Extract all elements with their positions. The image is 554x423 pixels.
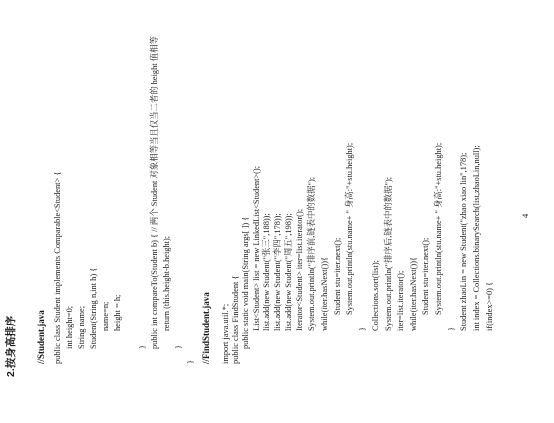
code-line: Student stu=iter.next(); [421,237,430,315]
code-line: int height=0; [65,305,74,349]
code-line: import java.util.*; [221,303,230,364]
code-line: List<Student> list = new LinkedList<Student>(); [252,165,261,331]
code-line: public int compareTo(Student b) { // 两个 Student 对象相等当且仅当二者的 height 值相等 [150,36,159,349]
code-line: Iterator<Student> iter=list.iterator(); [295,208,304,331]
code-line: while(iter.hasNext()){ [409,256,418,331]
code-line: return (this.height-b.height); [162,235,171,331]
code-line: } [186,359,195,364]
code-line: System.out.println("排序前,链表中的数据"); [307,176,316,331]
code-line: list.add(new Student("张三",188)); [262,213,271,331]
code-line: Collections.sort(list); [371,260,380,331]
code-line: } [358,326,367,331]
code-line: iter=list.iterator(); [396,270,405,331]
code-line: int index = Collections.binarySearch(list,zhaoLin,null); [472,145,481,331]
findstudent-file-label: //FindStudent.java [201,292,211,364]
code-line: System.out.println("排序后,链表中的数据"); [384,176,393,331]
code-line: public class Student implements Comparable<Student> { [53,171,62,364]
code-line: public static void main(String args[ ]) { [241,216,250,349]
code-line: } [174,344,183,349]
student-file-label: //Student.java [36,310,46,364]
code-line: while(iter.hasNext()){ [320,256,329,331]
code-line: System.out.println(stu.name+ " 身高:"+stu.height); [434,142,443,315]
code-line: name=n; [101,301,110,331]
code-line: String name; [77,305,86,349]
code-line: list.add(new Student("李四",178)); [273,213,282,331]
code-line: System.out.println(stu.name+ " 身高:"+stu.height); [345,142,354,315]
code-line: list.add(new Student("周五",198)); [284,213,293,331]
section-heading: 2.按身高排序 [5,315,17,377]
code-line: } [138,344,147,349]
code-line: Student(String n,int h) { [89,267,98,349]
code-line: if(index>=0) { [485,281,494,331]
page-number: 4 [520,213,530,218]
code-line: Student zhaoLin = new Student("zhao xiao lin",178); [459,152,468,331]
code-line: public class FindStudent { [231,275,240,364]
code-line: } [447,326,456,331]
code-line: height = h; [113,294,122,331]
code-line: Student stu=iter.next(); [333,237,342,315]
